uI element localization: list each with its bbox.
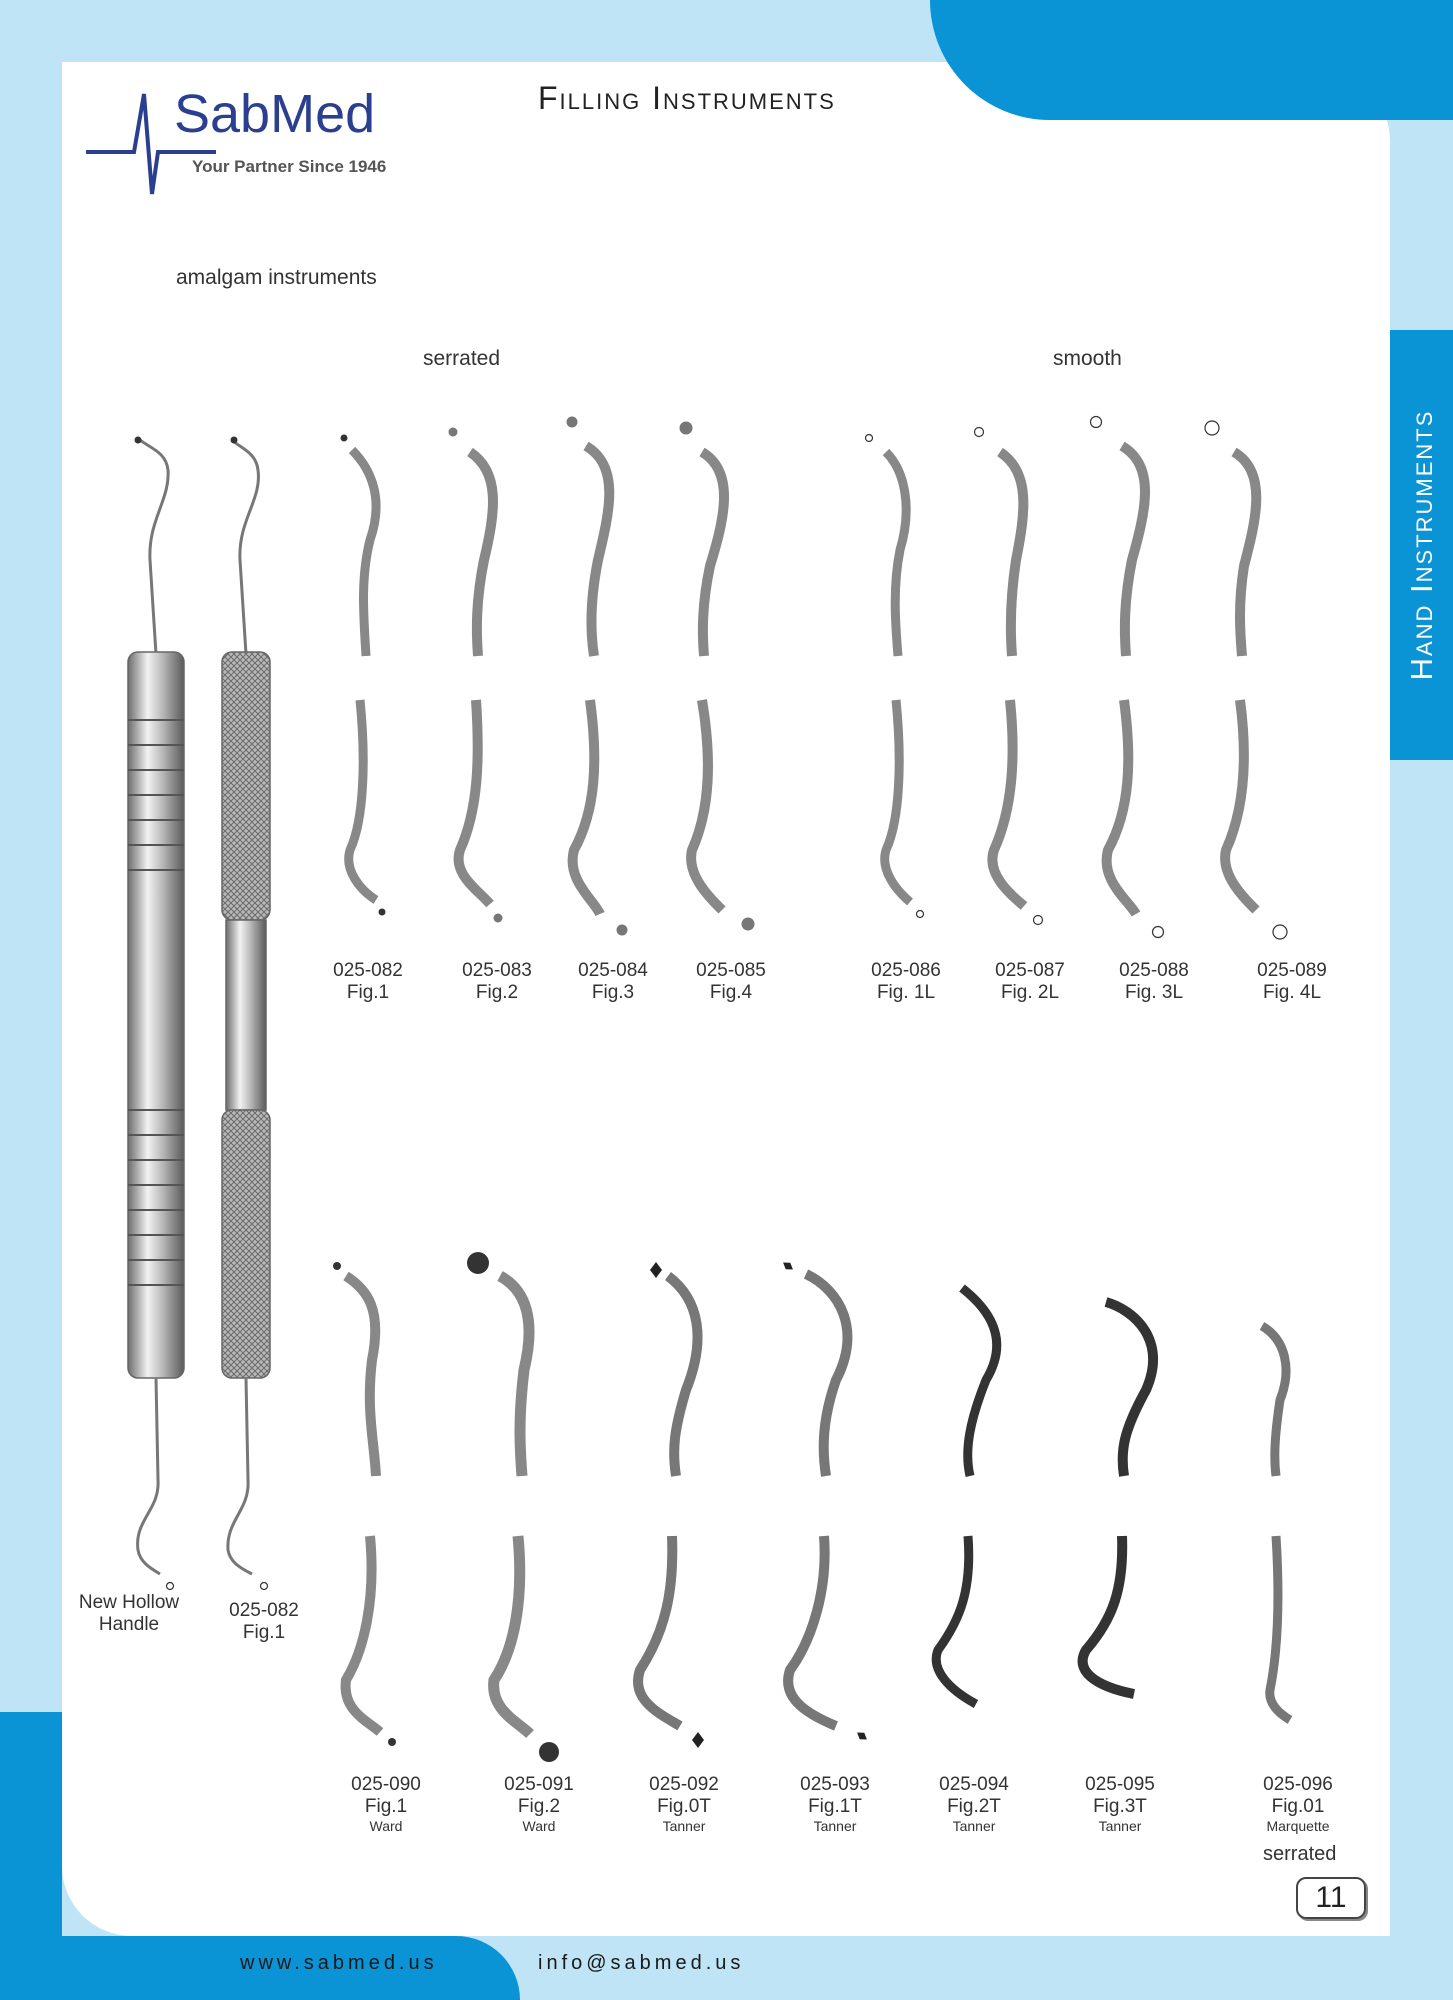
product-code: 025-085 — [696, 960, 766, 981]
instrument-025-090 — [333, 1262, 396, 1746]
product-code: 025-093 — [800, 1774, 870, 1795]
product-maker: Marquette — [1266, 1818, 1330, 1834]
product-fig: Fig.1 — [242, 1622, 286, 1643]
product-label — [351, 1774, 421, 1834]
product-label — [871, 960, 941, 1004]
group-smooth-heading: smooth — [1053, 347, 1122, 370]
instrument-025-088 — [1091, 417, 1164, 938]
footer-email-link[interactable]: info@sabmed.us — [538, 1952, 745, 1974]
product-fig: Fig.3T — [1093, 1796, 1147, 1817]
product-label — [939, 1774, 1009, 1834]
product-fig: Fig.3 — [591, 982, 635, 1003]
product-code: 025-091 — [504, 1774, 574, 1795]
product-code: 025-086 — [871, 960, 941, 981]
instrument-025-089 — [1205, 421, 1287, 939]
product-fig: Fig.2T — [947, 1796, 1001, 1817]
group-serrated-heading: serrated — [423, 347, 501, 370]
product-code: 025-088 — [1119, 960, 1189, 981]
product-maker: Tanner — [813, 1818, 857, 1834]
product-label — [1257, 960, 1327, 1004]
instrument-025-096 — [1262, 1326, 1290, 1720]
instrument-025-085 — [680, 422, 755, 931]
footer-website-link[interactable]: www.sabmed.us — [240, 1952, 438, 1974]
product-label — [1119, 960, 1189, 1004]
product-label — [649, 1774, 719, 1834]
knurled-handle-instrument — [222, 437, 270, 1590]
product-maker: Ward — [522, 1818, 556, 1834]
product-code: 025-090 — [351, 1774, 421, 1795]
product-code: 025-096 — [1263, 1774, 1333, 1795]
product-fig: Fig.0T — [657, 1796, 711, 1817]
instrument-025-092 — [638, 1262, 704, 1748]
product-fig: Fig.1 — [364, 1796, 408, 1817]
product-label — [462, 960, 532, 1004]
hollow-handle-instrument — [128, 437, 184, 1590]
product-label — [578, 960, 648, 1004]
product-label — [1263, 1774, 1333, 1834]
product-maker: Tanner — [1098, 1818, 1142, 1834]
product-maker: Ward — [369, 1818, 403, 1834]
product-code: 025-094 — [939, 1774, 1009, 1795]
product-fig: Fig. 3L — [1124, 982, 1184, 1003]
product-code: 025-092 — [649, 1774, 719, 1795]
instrument-025-083 — [449, 428, 503, 923]
product-fig: Fig.4 — [709, 982, 753, 1003]
section-title: amalgam instruments — [176, 266, 377, 289]
product-fig: Fig. 2L — [1000, 982, 1060, 1003]
product-label — [504, 1774, 574, 1834]
product-code: 025-084 — [578, 960, 648, 981]
product-label — [333, 960, 403, 1004]
product-code: 025-089 — [1257, 960, 1327, 981]
product-fig: Fig.2 — [475, 982, 519, 1003]
product-label — [229, 1600, 299, 1644]
product-fig: Fig.1 — [346, 982, 390, 1003]
instrument-025-093 — [781, 1259, 869, 1742]
instrument-025-091 — [467, 1252, 559, 1762]
product-code: 025-082 — [229, 1600, 299, 1621]
product-code: 025-083 — [462, 960, 532, 981]
page-title: Filling Instruments — [538, 80, 836, 116]
product-label — [1085, 1774, 1155, 1834]
product-fig: Fig.1T — [808, 1796, 862, 1817]
product-fig: Fig. 4L — [1262, 982, 1322, 1003]
product-code: 025-087 — [995, 960, 1065, 981]
instrument-025-087 — [975, 428, 1043, 925]
product-fig: Fig.2 — [517, 1796, 561, 1817]
product-code: 025-095 — [1085, 1774, 1155, 1795]
bottom-serrated-note: serrated — [1263, 1843, 1337, 1865]
product-fig: Fig.01 — [1271, 1796, 1325, 1817]
product-label — [995, 960, 1065, 1004]
product-fig: Fig. 1L — [876, 982, 936, 1003]
instrument-025-095 — [1083, 1302, 1154, 1694]
instrument-025-094 — [936, 1288, 996, 1704]
instrument-025-084 — [567, 417, 628, 936]
logo-wordmark: SabMed — [174, 90, 376, 144]
handle-label: New Hollow Handle — [78, 1592, 180, 1635]
side-tab-label: Hand Instruments — [1403, 409, 1439, 681]
product-maker: Tanner — [952, 1818, 996, 1834]
instrument-025-086 — [866, 435, 924, 918]
product-label — [696, 960, 766, 1004]
page-number: 11 — [1296, 1877, 1366, 1919]
logo-tagline: Your Partner Since 1946 — [192, 157, 387, 176]
product-maker: Tanner — [662, 1818, 706, 1834]
instrument-025-082 — [341, 435, 386, 916]
product-label — [800, 1774, 870, 1834]
product-code: 025-082 — [333, 960, 403, 981]
